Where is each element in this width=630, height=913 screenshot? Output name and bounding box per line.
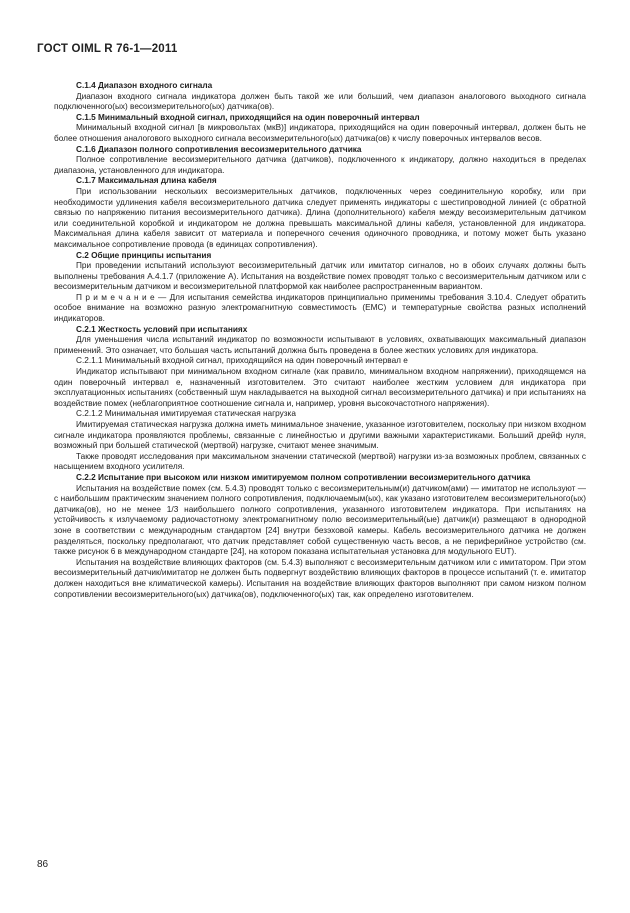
paragraph: Испытания на воздействие помех (см. 5.4.3) проводят только с весоизмерительным(и) датчиком(ами) — имитатор не используют — с наибольшим практическим значением полного сопротивления, подключаемым(ых), как указано изготовителем весоизмерительного(ых) датчика(ов), но не менее 1/3 наибольшего полного сопротивления, указанного изготовителем индикатора. При испытаниях на устойчивость к излучаемому радиочастотному электромагнитному полю весоизмерительный(ые) датчик(и) размещают в однородной зоне в соответствии с международным стандартом [24] внутри безэховой камеры. Кабель весоизмерительного датчика не должен разделяться, поскольку предполагают, что датчик представляет собой существенную часть весов, а не периферийное устройство (см. также рисунок 6 в международном стандарте [24], на котором показана испытательная установка для модульного EUT). — [54, 483, 586, 557]
paragraph: При использовании нескольких весоизмерительных датчиков, подключенных через соединительную коробку, или при необходимости удлинения кабеля весоизмерительного датчика следует применять индикаторы с шестипроводной линией (с обратной связью по напряжению питания весоизмерительного датчика). Длина (дополнительного) кабеля между весоизмерительным датчиком или соединительной коробкой и индикатором не должна превышать максимальной длины кабеля, установленной для индикатора. Максимальная длина кабеля зависит от материала и поперечного сечения одиночного проводника, и потому может быть указано максимальное сопротивление провода (в единицах сопротивления). — [54, 186, 586, 249]
paragraph: Испытания на воздействие влияющих факторов (см. 5.4.3) выполняют с весоизмерительным датчиком или с имитатором. При этом весоизмерительный датчик/имитатор не должен быть подвергнут воздействию влияющих факторов в процессе испытаний (т. е. имитатор должен находиться вне климатической камеры). Испытания на воздействие влияющих факторов выполняют при самом низком полном сопротивлении весоизмерительного(ых) датчика(ов), подключенного(ых) так, как определено изготовителем. — [54, 557, 586, 599]
section-heading: C.1.6 Диапазон полного сопротивления весоизмерительного датчика — [76, 144, 362, 154]
paragraph: Индикатор испытывают при минимальном входном сигнале (как правило, минимальном входном напряжении), приходящемся на один поверочный интервал e, назначенный изготовителем. Это считают наиболее жестким условием для индикатора при эксплуатационных испытаниях (собственный шум накладывается на выходной сигнал весоизмерительного датчика) и при испытаниях на воздействие помех (неблагоприятное соотношение сигнала и, например, уровня высокочастотного напряжения). — [54, 367, 586, 408]
paragraph: Также проводят исследования при максимальном значении статической (мертвой) нагрузки из-за возможных проблем, связанных с насыщением входного усилителя. — [54, 451, 586, 472]
section-heading: C.1.4 Диапазон входного сигнала — [76, 81, 213, 90]
paragraph: Диапазон входного сигнала индикатора должен быть такой же или больший, чем диапазон аналогового выходного сигнала подключенного(ых) весоизмерительного(ых) датчика(ов). — [54, 91, 586, 112]
section-heading: C.2.2 Испытание при высоком или низком имитируемом полном сопротивлении весоизмерительного датчика — [76, 472, 531, 482]
paragraph: Для уменьшения числа испытаний индикатор по возможности испытывают в условиях, охватывающих максимальный диапазон применений. Это означает, что большая часть испытаний должна быть проведена в более жестких условиях для индикатора. — [54, 335, 586, 355]
paragraph: П р и м е ч а н и е — Для испытания семейства индикаторов принципиально применимы требования 3.10.4. Следует обратить особое внимание на возможно разную электромагнитную совместимость (ЕМС) и температурные свойства разных исполнений индикаторов. — [54, 292, 586, 324]
section-heading: C.1.7 Максимальная длина кабеля — [76, 176, 217, 186]
section-heading: C.2.1 Жесткость условий при испытаниях — [76, 324, 248, 334]
section-heading: C.2 Общие принципы испытания — [76, 250, 212, 260]
section-heading: C.1.5 Минимальный входной сигнал, приходящийся на один поверочный интервал — [76, 112, 420, 122]
paragraph: Полное сопротивление весоизмерительного датчика (датчиков), подключенного к индикатору, должно находиться в пределах диапазона, установленного для индикатора. — [54, 155, 586, 175]
paragraph: При проведении испытаний используют весоизмерительный датчик или имитатор сигналов, но в обоих случаях должны быть выполнены требования А.4.1.7 (приложение А). Испытания на воздействие помех проводят только с весоизмерительным датчиком или с весоизмерительным датчиком и весоизмерительной платформой как наиболее распространенным вариантом. — [54, 261, 586, 292]
paragraph: C.2.1.2 Минимальная имитируемая статическая нагрузка — [76, 409, 296, 419]
document-body — [54, 81, 586, 600]
paragraph: Минимальный входной сигнал [в микровольтах (мкВ)] индикатора, приходящийся на один поверочный интервал, должен быть не более отношения аналогового выходного сигнала весоизмерительного(ых) датчика(ов) к числу поверочных интервалов весов. — [54, 123, 586, 143]
standard-header: ГОСТ OIML R 76-1—2011 — [37, 43, 178, 55]
paragraph: Имитируемая статическая нагрузка должна иметь минимальное значение, указанное изготовителем, поскольку при низком входном сигнале индикатора проявляются проблемы, связанные с линейностью и другими важными характеристиками. Больший дрейф нуля, возможный при большей статической (мертвой) нагрузке, считают менее значимым. — [54, 420, 586, 451]
paragraph: C.2.1.1 Минимальный входной сигнал, приходящийся на один поверочный интервал e — [76, 356, 408, 366]
page-number: 86 — [37, 859, 49, 870]
